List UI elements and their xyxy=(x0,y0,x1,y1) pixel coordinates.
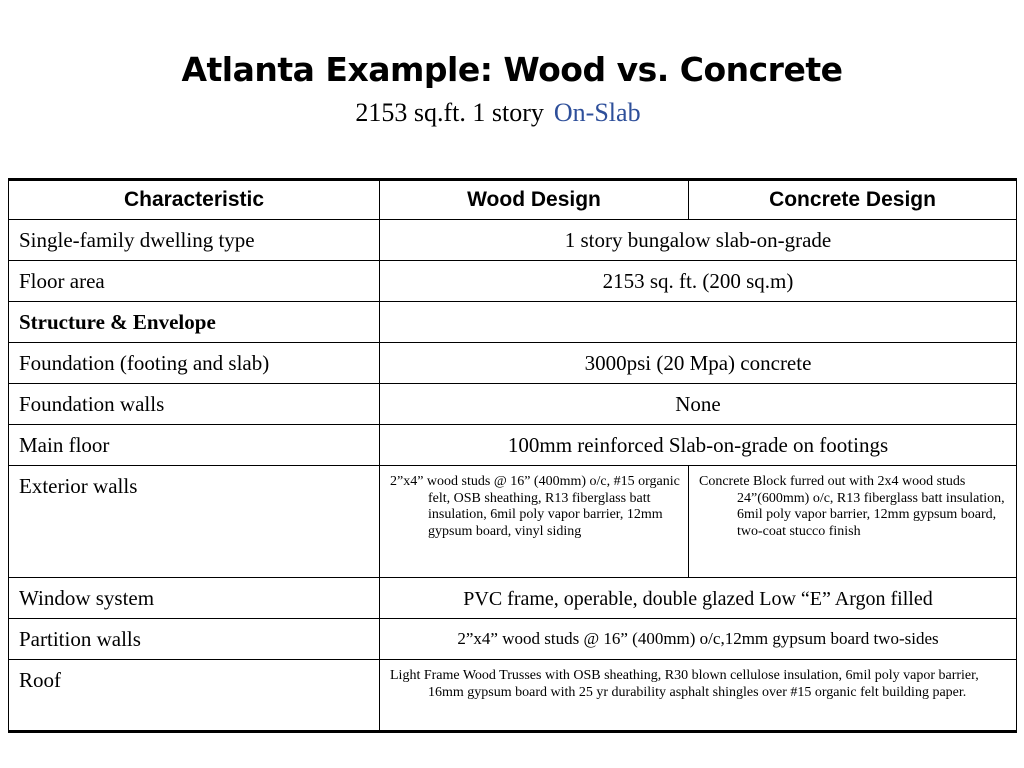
row-value-exterior-walls-wood xyxy=(380,466,689,578)
row-label-dwelling-type: Single-family dwelling type xyxy=(9,220,380,261)
subtitle-main: 2153 sq.ft. 1 story xyxy=(355,98,544,127)
header-concrete-design: Concrete Design xyxy=(689,180,1017,220)
row-value-exterior-walls-concrete xyxy=(689,466,1017,578)
row-value-foundation-walls: None xyxy=(380,384,1017,425)
table-row xyxy=(9,466,1017,578)
row-value-roof xyxy=(380,660,1017,732)
row-label-floor-area: Floor area xyxy=(9,261,380,302)
row-label-foundation-walls: Foundation walls xyxy=(9,384,380,425)
row-value-floor-area: 2153 sq. ft. (200 sq.m) xyxy=(380,261,1017,302)
row-label-window-system: Window system xyxy=(9,578,380,619)
table-row xyxy=(9,425,1017,466)
comparison-table xyxy=(8,178,1017,733)
exterior-walls-concrete-text: Concrete Block furred out with 2x4 wood studs 24”(600mm) o/c, R13 fiberglass batt insulation, 6mil poly vapor barrier, 12mm gypsum board, two-coat stucco finish xyxy=(699,474,1005,539)
row-value-main-floor: 100mm reinforced Slab-on-grade on footings xyxy=(380,425,1017,466)
row-label-structure-envelope: Structure & Envelope xyxy=(9,302,380,343)
row-value-structure-envelope xyxy=(380,302,1017,343)
row-label-main-floor: Main floor xyxy=(9,425,380,466)
exterior-walls-wood-text: 2”x4” wood studs @ 16” (400mm) o/c, #15 organic felt, OSB sheathing, R13 fiberglass batt insulation, 6mil poly vapor barrier, 12mm gypsum board, vinyl siding xyxy=(390,474,680,539)
slide-subtitle xyxy=(0,96,996,130)
table-header-row xyxy=(9,180,1017,220)
table-row xyxy=(9,343,1017,384)
row-value-foundation: 3000psi (20 Mpa) concrete xyxy=(380,343,1017,384)
row-value-partition-walls: 2”x4” wood studs @ 16” (400mm) o/c,12mm gypsum board two-sides xyxy=(380,619,1017,660)
row-label-roof: Roof xyxy=(9,660,380,732)
table-row xyxy=(9,660,1017,732)
row-label-foundation: Foundation (footing and slab) xyxy=(9,343,380,384)
header-wood-design: Wood Design xyxy=(380,180,689,220)
header-characteristic: Characteristic xyxy=(9,180,380,220)
row-label-partition-walls: Partition walls xyxy=(9,619,380,660)
row-label-exterior-walls: Exterior walls xyxy=(9,466,380,578)
row-value-dwelling-type: 1 story bungalow slab-on-grade xyxy=(380,220,1017,261)
table-row xyxy=(9,302,1017,343)
roof-text: Light Frame Wood Trusses with OSB sheathing, R30 blown cellulose insulation, 6mil poly vapor barrier, 16mm gypsum board with 25 yr durability asphalt shingles over #15 organic felt building paper. xyxy=(390,668,979,700)
slide-title: Atlanta Example: Wood vs. Concrete xyxy=(181,50,843,89)
subtitle-accent: On-Slab xyxy=(553,98,641,127)
table-row xyxy=(9,578,1017,619)
table-row xyxy=(9,220,1017,261)
table-row xyxy=(9,384,1017,425)
table-row xyxy=(9,619,1017,660)
table-row xyxy=(9,261,1017,302)
row-value-window-system: PVC frame, operable, double glazed Low “E” Argon filled xyxy=(380,578,1017,619)
